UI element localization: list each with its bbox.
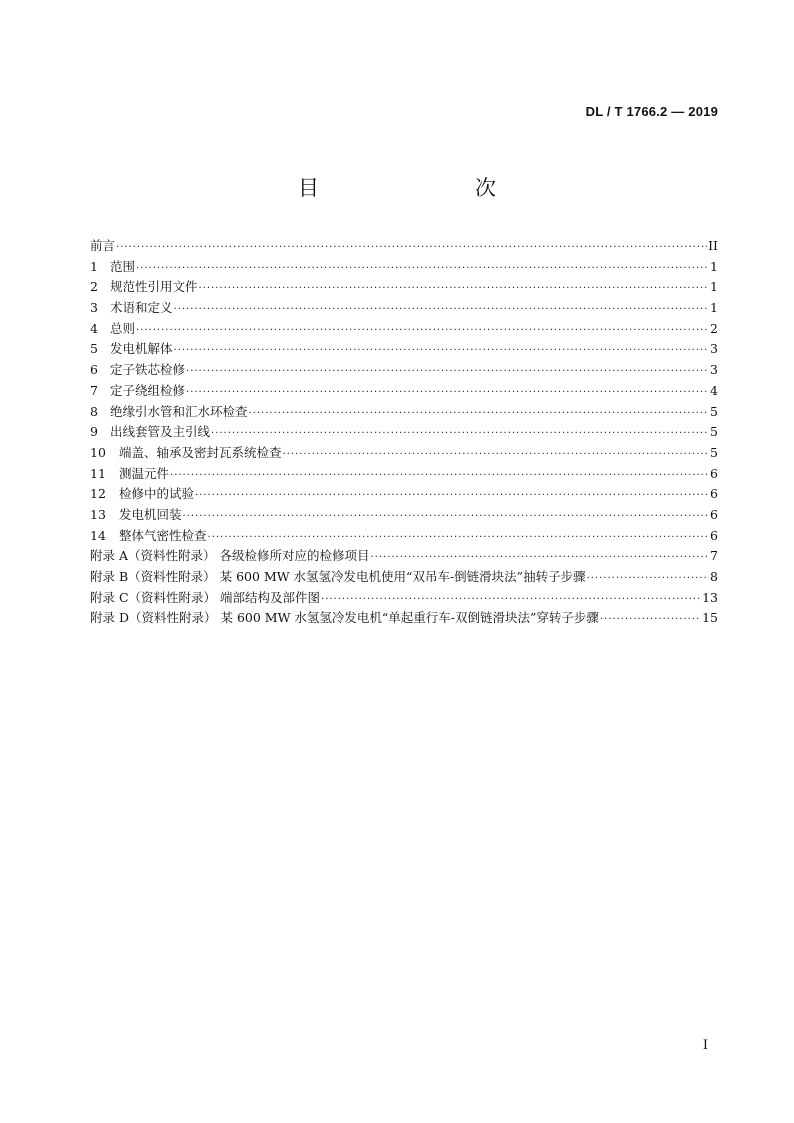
dot-leader xyxy=(321,590,701,611)
toc-entry-label: 规范性引用文件 xyxy=(110,279,198,295)
toc-entry-page: 8 xyxy=(710,569,718,584)
page-number: I xyxy=(702,1038,708,1053)
toc-entry-label: 附录 C（资料性附录） 端部结构及部件图 xyxy=(90,589,321,605)
toc-entry-page: 13 xyxy=(702,589,718,605)
toc-entry-10[interactable] xyxy=(90,443,718,464)
toc-entry-number: 2 xyxy=(90,279,98,295)
dot-leader xyxy=(174,300,710,321)
toc-entry-page: 7 xyxy=(710,548,718,564)
dot-leader xyxy=(136,259,709,280)
toc-entry-page: 6 xyxy=(710,486,718,502)
toc-entry-page: 2 xyxy=(710,320,718,336)
toc-entry-number: 5 xyxy=(90,341,98,357)
toc-entry-1[interactable] xyxy=(90,257,718,278)
dot-leader xyxy=(116,238,707,259)
dot-leader xyxy=(186,383,709,404)
dot-leader xyxy=(136,321,709,342)
dot-leader xyxy=(174,341,710,362)
toc-entry-number: 6 xyxy=(90,362,98,378)
dot-leader xyxy=(283,445,710,466)
dot-leader xyxy=(249,404,710,425)
toc-entry-page: 15 xyxy=(702,610,718,626)
toc-entry-number: 9 xyxy=(90,424,98,440)
toc-entry-appendix-b[interactable] xyxy=(90,567,718,588)
toc-entry-number: 1 xyxy=(90,258,98,274)
toc-entry-6[interactable] xyxy=(90,360,718,381)
toc-entry-11[interactable] xyxy=(90,464,718,485)
toc-entry-label: 术语和定义 xyxy=(110,300,173,316)
toc-entry-number: 11 xyxy=(90,465,106,481)
toc-entry-page: 6 xyxy=(710,465,718,481)
toc-entry-number: 8 xyxy=(90,403,98,419)
toc-entry-page: 5 xyxy=(710,444,718,460)
toc-entry-label: 前言 xyxy=(90,238,116,253)
toc-entry-page: 4 xyxy=(710,382,718,398)
toc-entry-number: 4 xyxy=(90,320,98,336)
toc-entry-3[interactable] xyxy=(90,298,718,319)
toc-entry-foreword[interactable] xyxy=(90,236,718,257)
dot-leader xyxy=(195,486,709,507)
dot-leader xyxy=(211,424,709,445)
toc-entry-label: 发电机回装 xyxy=(119,506,182,522)
toc-entry-number: 3 xyxy=(90,300,98,316)
toc-entry-page: 6 xyxy=(710,527,718,543)
toc-entry-appendix-a[interactable] xyxy=(90,546,718,567)
toc-entry-label: 绝缘引水管和汇水环检查 xyxy=(110,403,248,419)
standard-code: DL / T 1766.2 — 2019 xyxy=(585,104,718,119)
toc-entry-14[interactable] xyxy=(90,526,718,547)
toc-entry-8[interactable] xyxy=(90,402,718,423)
toc-entry-appendix-c[interactable] xyxy=(90,588,718,609)
toc-entry-label: 出线套管及主引线 xyxy=(110,424,211,440)
toc-entry-appendix-d[interactable] xyxy=(90,608,718,629)
toc-entry-label: 整体气密性检查 xyxy=(119,527,207,543)
toc-entry-label: 范围 xyxy=(110,258,136,274)
dot-leader xyxy=(183,507,710,528)
toc-entry-page: 3 xyxy=(710,362,718,378)
toc-entry-number: 7 xyxy=(90,382,98,398)
toc-entry-9[interactable] xyxy=(90,422,718,443)
dot-leader xyxy=(587,569,709,590)
toc-entry-page: 5 xyxy=(710,424,718,440)
toc-entry-page: 5 xyxy=(710,403,718,419)
toc-entry-page: 3 xyxy=(710,341,718,357)
toc-entry-2[interactable] xyxy=(90,277,718,298)
toc-entry-page: 6 xyxy=(710,506,718,522)
toc-entry-label: 发电机解体 xyxy=(110,341,173,357)
toc-entry-page: II xyxy=(708,238,718,253)
toc-entry-number: 13 xyxy=(90,506,106,522)
dot-leader xyxy=(370,548,709,569)
dot-leader xyxy=(170,466,709,487)
dot-leader xyxy=(600,610,701,631)
toc-entry-12[interactable] xyxy=(90,484,718,505)
toc-entry-number: 10 xyxy=(90,444,106,460)
toc-entry-label: 测温元件 xyxy=(119,465,170,481)
toc-entry-label: 端盖、轴承及密封瓦系统检查 xyxy=(119,444,282,460)
table-of-contents xyxy=(90,236,718,629)
toc-entry-label: 附录 D（资料性附录） 某 600 MW 水氢氢冷发电机“单起重行车-双倒链滑块法”穿转子步骤 xyxy=(90,610,599,626)
toc-entry-page: 1 xyxy=(710,300,718,316)
toc-entry-label: 检修中的试验 xyxy=(119,486,195,502)
dot-leader xyxy=(186,362,709,383)
page-title: 目 次 xyxy=(298,176,534,200)
dot-leader xyxy=(199,279,710,300)
toc-entry-4[interactable] xyxy=(90,319,718,340)
toc-entry-13[interactable] xyxy=(90,505,718,526)
toc-entry-number: 12 xyxy=(90,486,106,502)
toc-entry-number: 14 xyxy=(90,527,106,543)
toc-entry-page: 1 xyxy=(710,279,718,295)
toc-entry-label: 定子绕组检修 xyxy=(110,382,186,398)
toc-entry-label: 附录 B（资料性附录） 某 600 MW 水氢氢冷发电机使用“双吊车-倒链滑块法”抽转子步骤 xyxy=(90,569,586,584)
dot-leader xyxy=(208,528,710,549)
toc-entry-label: 总则 xyxy=(110,320,136,336)
toc-entry-7[interactable] xyxy=(90,381,718,402)
toc-entry-label: 定子铁芯检修 xyxy=(110,362,186,378)
toc-entry-label: 附录 A（资料性附录） 各级检修所对应的检修项目 xyxy=(90,548,370,564)
toc-entry-5[interactable] xyxy=(90,339,718,360)
toc-entry-page: 1 xyxy=(710,258,718,274)
